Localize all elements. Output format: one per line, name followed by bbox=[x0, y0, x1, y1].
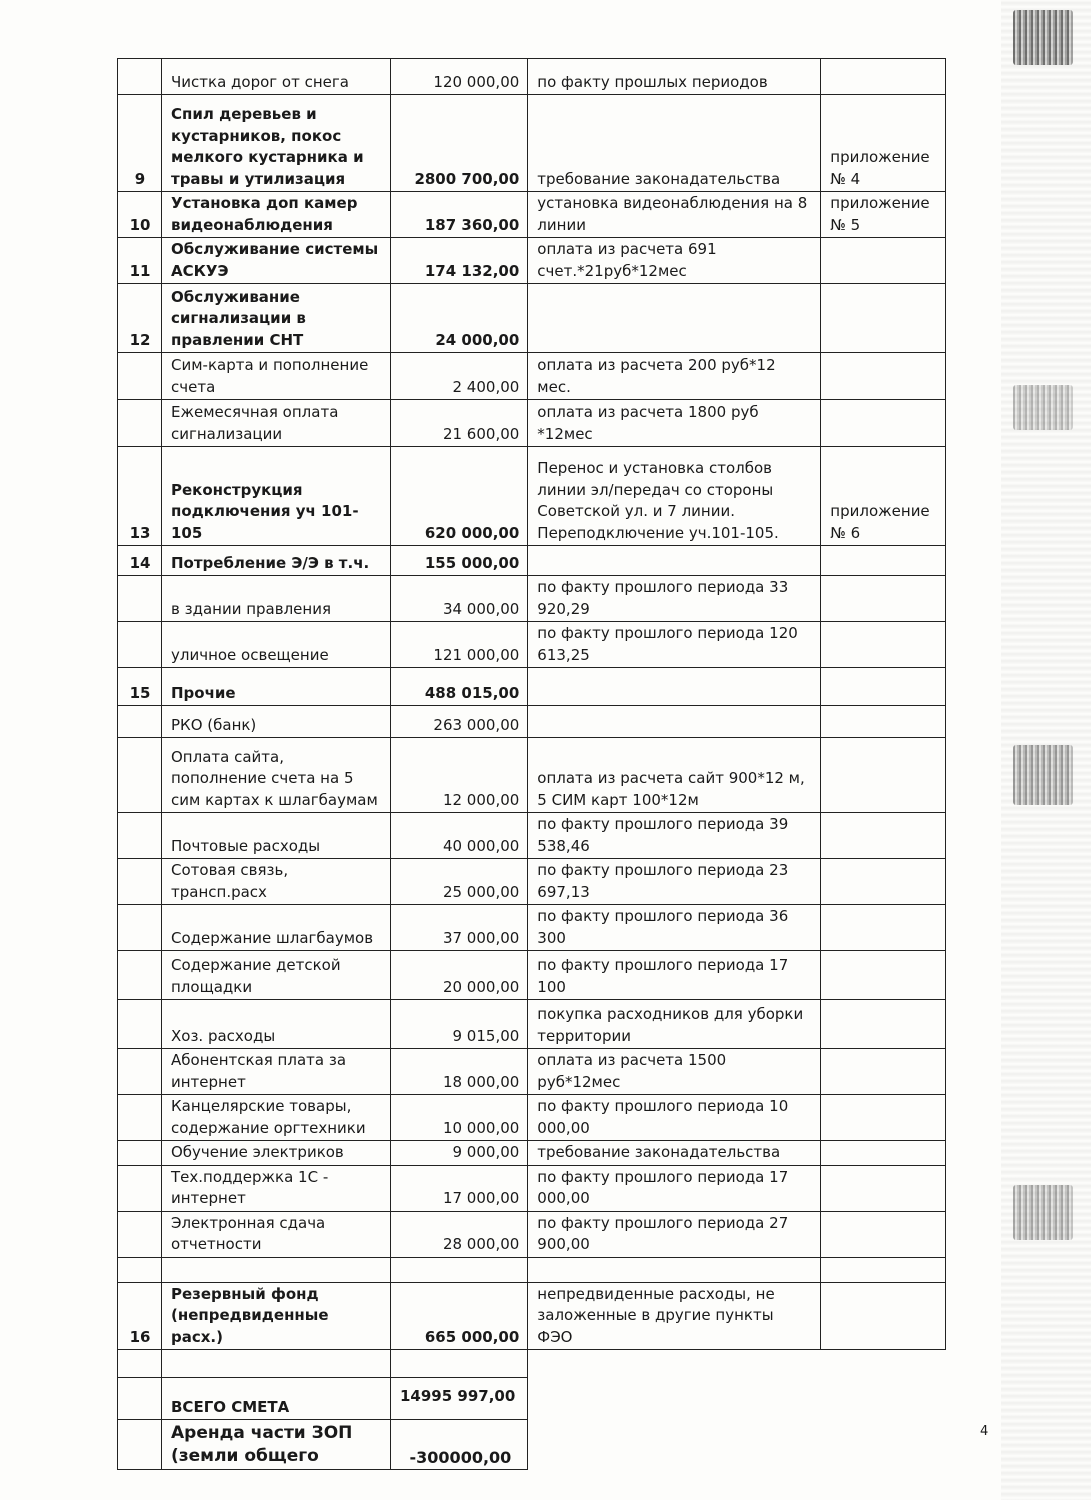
item-appendix bbox=[821, 706, 946, 738]
item-note: покупка расходников для уборки территории bbox=[528, 1000, 821, 1049]
item-appendix bbox=[821, 1049, 946, 1095]
table-row bbox=[118, 1165, 946, 1211]
table-row bbox=[118, 738, 946, 813]
blank-cell bbox=[528, 1378, 946, 1420]
table-row bbox=[118, 706, 946, 738]
item-amount: 120 000,00 bbox=[391, 59, 528, 95]
table-row bbox=[118, 859, 946, 905]
table-row bbox=[118, 905, 946, 951]
row-number bbox=[118, 706, 162, 738]
item-appendix bbox=[821, 622, 946, 668]
item-appendix bbox=[821, 1000, 946, 1049]
table-row bbox=[118, 951, 946, 1000]
item-name: Электронная сдача отчетности bbox=[162, 1211, 391, 1257]
item-name: Оплата сайта, пополнение счета на 5 сим картах к шлагбаумам bbox=[162, 738, 391, 813]
empty-cell bbox=[118, 1350, 162, 1378]
row-number: 9 bbox=[118, 95, 162, 192]
item-note: по факту прошлого периода 33 920,29 bbox=[528, 576, 821, 622]
row-number: 13 bbox=[118, 447, 162, 546]
table-row bbox=[118, 400, 946, 447]
table-row bbox=[118, 1141, 946, 1166]
item-note: требование законадательства bbox=[528, 95, 821, 192]
item-amount: 20 000,00 bbox=[391, 951, 528, 1000]
item-note: оплата из расчета 1500 руб*12мес bbox=[528, 1049, 821, 1095]
item-name: Прочие bbox=[162, 668, 391, 706]
row-number bbox=[118, 1257, 162, 1282]
table-row bbox=[118, 59, 946, 95]
item-note bbox=[528, 1257, 821, 1282]
table-row bbox=[118, 1282, 946, 1350]
item-amount: 21 600,00 bbox=[391, 400, 528, 447]
item-note: оплата из расчета 691 счет.*21руб*12мес bbox=[528, 238, 821, 284]
empty-cell bbox=[118, 1420, 162, 1470]
item-note: по факту прошлых периодов bbox=[528, 59, 821, 95]
item-name: в здании правления bbox=[162, 576, 391, 622]
item-appendix bbox=[821, 859, 946, 905]
item-name: уличное освещение bbox=[162, 622, 391, 668]
table-row bbox=[118, 447, 946, 546]
blank-cell bbox=[528, 1350, 946, 1378]
item-amount: 665 000,00 bbox=[391, 1282, 528, 1350]
row-number bbox=[118, 1095, 162, 1141]
item-amount: 263 000,00 bbox=[391, 706, 528, 738]
item-name: Чистка дорог от снега bbox=[162, 59, 391, 95]
row-number bbox=[118, 59, 162, 95]
item-note bbox=[528, 284, 821, 353]
row-number bbox=[118, 353, 162, 400]
item-amount: 40 000,00 bbox=[391, 813, 528, 859]
row-number bbox=[118, 1211, 162, 1257]
item-note: оплата из расчета сайт 900*12 м, 5 СИМ карт 100*12м bbox=[528, 738, 821, 813]
item-amount: 174 132,00 bbox=[391, 238, 528, 284]
item-appendix bbox=[821, 353, 946, 400]
item-name: Абонентская плата за интернет bbox=[162, 1049, 391, 1095]
item-name: Тех.поддержка 1С - интернет bbox=[162, 1165, 391, 1211]
item-amount: 488 015,00 bbox=[391, 668, 528, 706]
table-row bbox=[118, 238, 946, 284]
empty-cell bbox=[162, 1350, 391, 1378]
row-number bbox=[118, 1049, 162, 1095]
row-number bbox=[118, 1141, 162, 1166]
row-number: 16 bbox=[118, 1282, 162, 1350]
total-amount: 14995 997,00 bbox=[391, 1378, 528, 1420]
item-appendix bbox=[821, 576, 946, 622]
item-note: по факту прошлого периода 120 613,25 bbox=[528, 622, 821, 668]
item-appendix bbox=[821, 284, 946, 353]
item-name: РКО (банк) bbox=[162, 706, 391, 738]
item-appendix bbox=[821, 813, 946, 859]
table-row bbox=[118, 95, 946, 192]
item-amount: 121 000,00 bbox=[391, 622, 528, 668]
item-amount: 10 000,00 bbox=[391, 1095, 528, 1141]
table-row bbox=[118, 576, 946, 622]
item-appendix bbox=[821, 1257, 946, 1282]
row-number bbox=[118, 622, 162, 668]
table-row bbox=[118, 622, 946, 668]
row-number: 11 bbox=[118, 238, 162, 284]
item-note: установка видеонаблюдения на 8 линии bbox=[528, 192, 821, 238]
item-note: по факту прошлого периода 27 900,00 bbox=[528, 1211, 821, 1257]
item-note: оплата из расчета 200 руб*12 мес. bbox=[528, 353, 821, 400]
row-number: 10 bbox=[118, 192, 162, 238]
item-note bbox=[528, 668, 821, 706]
row-number bbox=[118, 1165, 162, 1211]
item-amount: 155 000,00 bbox=[391, 546, 528, 576]
budget-table bbox=[117, 58, 946, 1470]
row-number bbox=[118, 905, 162, 951]
item-appendix bbox=[821, 1211, 946, 1257]
item-note: требование законадательства bbox=[528, 1141, 821, 1166]
row-number bbox=[118, 951, 162, 1000]
item-appendix bbox=[821, 668, 946, 706]
table-row bbox=[118, 1049, 946, 1095]
item-name: Почтовые расходы bbox=[162, 813, 391, 859]
item-amount: 25 000,00 bbox=[391, 859, 528, 905]
item-note: оплата из расчета 1800 руб *12мес bbox=[528, 400, 821, 447]
row-number: 14 bbox=[118, 546, 162, 576]
item-note: по факту прошлого периода 23 697,13 bbox=[528, 859, 821, 905]
row-number bbox=[118, 813, 162, 859]
item-appendix: приложение № 5 bbox=[821, 192, 946, 238]
item-appendix: приложение № 4 bbox=[821, 95, 946, 192]
item-name: Сотовая связь, трансп.расх bbox=[162, 859, 391, 905]
row-number: 12 bbox=[118, 284, 162, 353]
table-row bbox=[118, 1000, 946, 1049]
item-name: Реконструкция подключения уч 101-105 bbox=[162, 447, 391, 546]
item-name: Хоз. расходы bbox=[162, 1000, 391, 1049]
item-note bbox=[528, 706, 821, 738]
scan-smudge bbox=[1013, 385, 1073, 430]
row-number bbox=[118, 738, 162, 813]
table-row bbox=[118, 546, 946, 576]
item-appendix bbox=[821, 738, 946, 813]
item-appendix bbox=[821, 238, 946, 284]
item-appendix bbox=[821, 1165, 946, 1211]
item-appendix: приложение № 6 bbox=[821, 447, 946, 546]
item-appendix bbox=[821, 1095, 946, 1141]
item-name: Обслуживание сигнализации в правлении СНТ bbox=[162, 284, 391, 353]
item-name: Канцелярские товары, содержание оргтехники bbox=[162, 1095, 391, 1141]
rent-label: Аренда части ЗОП (земли общего bbox=[162, 1420, 391, 1470]
item-name: Обслуживание системы АСКУЭ bbox=[162, 238, 391, 284]
page-number: 4 bbox=[980, 1424, 989, 1439]
item-note: по факту прошлого периода 10 000,00 bbox=[528, 1095, 821, 1141]
row-number bbox=[118, 576, 162, 622]
item-name: Содержание детской площадки bbox=[162, 951, 391, 1000]
item-amount: 12 000,00 bbox=[391, 738, 528, 813]
table-row bbox=[118, 1211, 946, 1257]
table-row bbox=[118, 353, 946, 400]
item-name: Обучение электриков bbox=[162, 1141, 391, 1166]
item-name: Спил деревьев и кустарников, покос мелкого кустарника и травы и утилизация bbox=[162, 95, 391, 192]
row-number: 15 bbox=[118, 668, 162, 706]
item-name: Ежемесячная оплата сигнализации bbox=[162, 400, 391, 447]
item-note: по факту прошлого периода 39 538,46 bbox=[528, 813, 821, 859]
table-row bbox=[118, 1095, 946, 1141]
item-appendix bbox=[821, 1141, 946, 1166]
item-appendix bbox=[821, 951, 946, 1000]
item-amount: 2800 700,00 bbox=[391, 95, 528, 192]
item-amount: 24 000,00 bbox=[391, 284, 528, 353]
item-name: Потребление Э/Э в т.ч. bbox=[162, 546, 391, 576]
row-number bbox=[118, 1000, 162, 1049]
item-amount: 28 000,00 bbox=[391, 1211, 528, 1257]
row-number bbox=[118, 859, 162, 905]
table-row bbox=[118, 668, 946, 706]
item-amount: 187 360,00 bbox=[391, 192, 528, 238]
item-amount: 2 400,00 bbox=[391, 353, 528, 400]
row-number bbox=[118, 400, 162, 447]
total-row bbox=[118, 1378, 946, 1420]
scan-smudge bbox=[1013, 1185, 1073, 1240]
item-name: Установка доп камер видеонаблюдения bbox=[162, 192, 391, 238]
item-name: Резервный фонд (непредвиденные расх.) bbox=[162, 1282, 391, 1350]
item-note: по факту прошлого периода 17 000,00 bbox=[528, 1165, 821, 1211]
item-appendix bbox=[821, 59, 946, 95]
item-note bbox=[528, 546, 821, 576]
item-amount bbox=[391, 1257, 528, 1282]
item-amount: 17 000,00 bbox=[391, 1165, 528, 1211]
item-note: Перенос и установка столбов линии эл/передач со стороны Советской ул. и 7 линии. Переподключение уч.101-105. bbox=[528, 447, 821, 546]
item-note: по факту прошлого периода 36 300 bbox=[528, 905, 821, 951]
item-name bbox=[162, 1257, 391, 1282]
item-amount: 620 000,00 bbox=[391, 447, 528, 546]
blank-cell bbox=[528, 1420, 946, 1470]
table-row bbox=[118, 813, 946, 859]
scan-smudge bbox=[1013, 745, 1073, 805]
table-row bbox=[118, 284, 946, 353]
item-name: Содержание шлагбаумов bbox=[162, 905, 391, 951]
table-row bbox=[118, 1350, 946, 1378]
item-appendix bbox=[821, 1282, 946, 1350]
item-amount: 9 015,00 bbox=[391, 1000, 528, 1049]
scan-smudge bbox=[1013, 10, 1073, 65]
rent-row bbox=[118, 1420, 946, 1470]
item-amount: 9 000,00 bbox=[391, 1141, 528, 1166]
total-label: ВСЕГО СМЕТА bbox=[162, 1378, 391, 1420]
item-amount: 37 000,00 bbox=[391, 905, 528, 951]
table-row bbox=[118, 1257, 946, 1282]
item-amount: 34 000,00 bbox=[391, 576, 528, 622]
item-appendix bbox=[821, 546, 946, 576]
rent-amount: -300000,00 bbox=[391, 1420, 528, 1470]
item-appendix bbox=[821, 400, 946, 447]
item-note: непредвиденные расходы, не заложенные в другие пункты ФЭО bbox=[528, 1282, 821, 1350]
item-note: по факту прошлого периода 17 100 bbox=[528, 951, 821, 1000]
item-name: Сим-карта и пополнение счета bbox=[162, 353, 391, 400]
empty-cell bbox=[391, 1350, 528, 1378]
item-amount: 18 000,00 bbox=[391, 1049, 528, 1095]
empty-cell bbox=[118, 1378, 162, 1420]
table-row bbox=[118, 192, 946, 238]
item-appendix bbox=[821, 905, 946, 951]
